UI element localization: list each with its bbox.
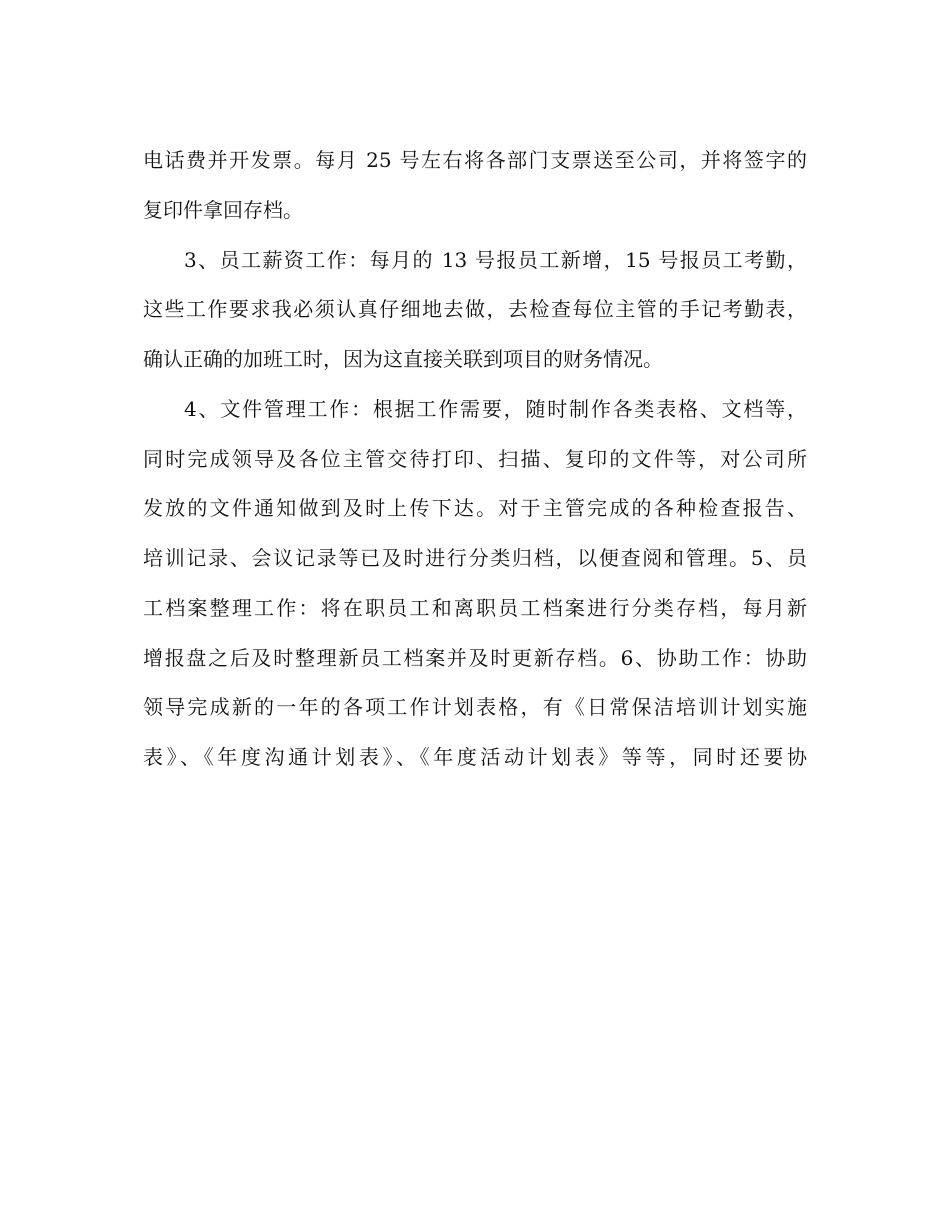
text-line: 这些工作要求我必须认真仔细地去做，去检查每位主管的手记考勤表，	[143, 297, 807, 322]
text-line: 发放的文件通知做到及时上传下达。对于主管完成的各种检查报告、	[143, 496, 807, 521]
text-line: 电话费并开发票。每月 25 号左右将各部门支票送至公司，并将签字的	[143, 148, 807, 172]
text-line: 同时完成领导及各位主管交待打印、扫描、复印的文件等，对公司所	[143, 446, 807, 471]
document-body	[143, 136, 807, 783]
text-line: 表》、《年度沟通计划表》、《年度活动计划表》等等，同时还要协	[143, 745, 807, 769]
text-line: 领导完成新的一年的各项工作计划表格，有《日常保洁培训计划实施	[143, 695, 807, 720]
text-line: 确认正确的加班工时，因为这直接关联到项目的财务情况。	[143, 347, 663, 371]
text-line: 复印件拿回存档。	[143, 197, 303, 222]
text-line: 3、员工薪资工作：每月的 13 号报员工新增，15 号报员工考勤，	[184, 247, 807, 272]
text-line: 培训记录、会议记录等已及时进行分类归档，以便查阅和管理。5、员	[143, 546, 807, 570]
text-line: 4、文件管理工作：根据工作需要，随时制作各类表格、文档等，	[184, 396, 807, 421]
text-line: 工档案整理工作：将在职员工和离职员工档案进行分类存档，每月新	[143, 595, 807, 620]
text-line: 增报盘之后及时整理新员工档案并及时更新存档。6、协助工作：协助	[143, 645, 807, 670]
